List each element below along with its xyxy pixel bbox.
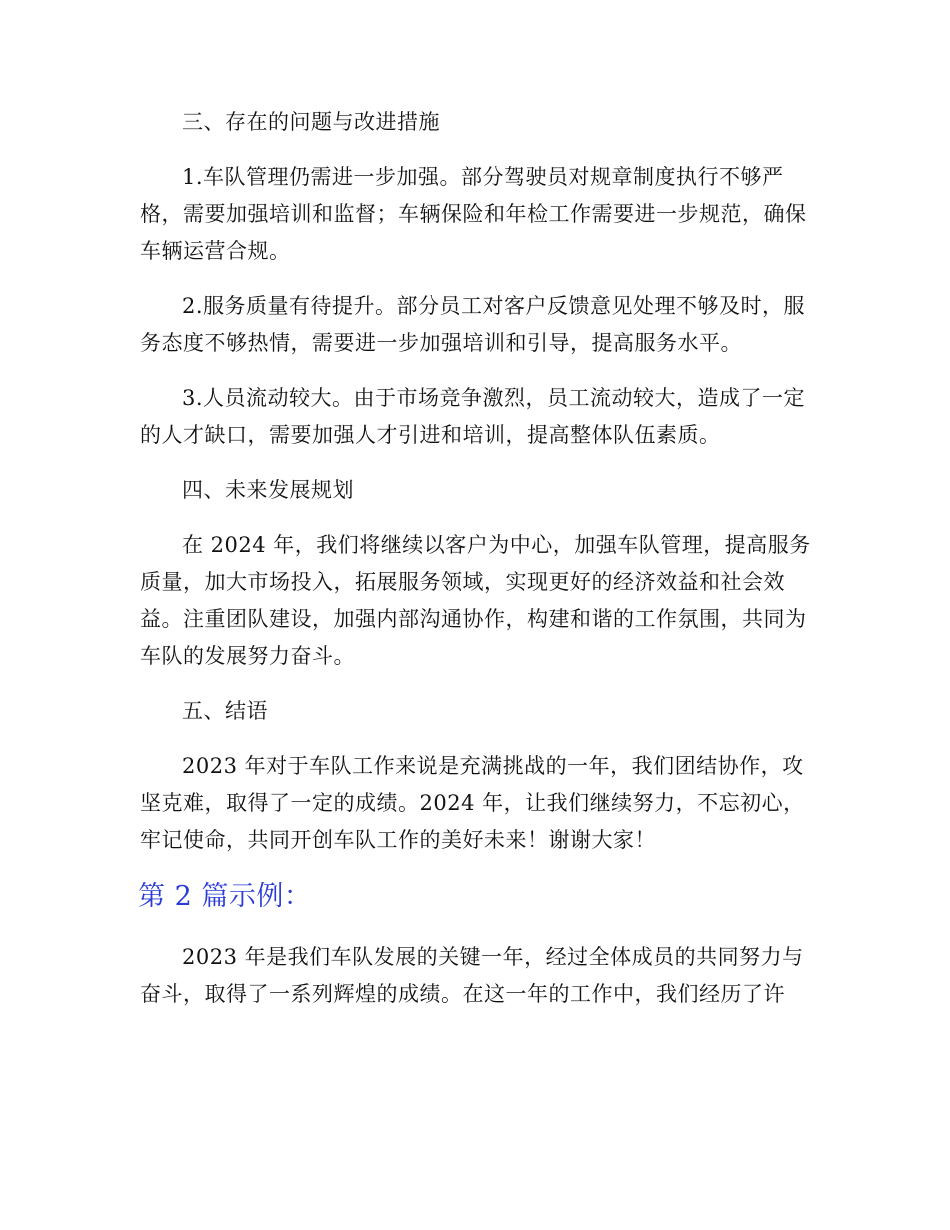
heading-future-plan: 四、未来发展规划 [182,478,354,502]
paragraph-service-quality: 2.服务质量有待提升。部分员工对客户反馈意见处理不够及时，服务态度不够热情，需要进一步加强培训和引导，提高服务水平。 [140,294,806,355]
heading-conclusion: 五、结语 [182,699,268,723]
paragraph-staff-turnover: 3.人员流动较大。由于市场竞争激烈，员工流动较大，造成了一定的人才缺口，需要加强人才引进和培训，提高整体队伍素质。 [140,386,806,447]
paragraph-conclusion: 2023 年对于车队工作来说是充满挑战的一年，我们团结协作，攻坚克难，取得了一定的成绩。2024 年，让我们继续努力，不忘初心，牢记使命，共同开创车队工作的美好未来！谢谢大家！ [140,754,805,852]
heading-problems: 三、存在的问题与改进措施 [182,110,440,134]
section-title-example-2: 第 2 篇示例： [138,881,312,912]
paragraph-example-2-intro: 2023 年是我们车队发展的关键一年，经过全体成员的共同努力与奋斗，取得了一系列辉煌的成绩。在这一年的工作中，我们经历了许 [140,945,804,1006]
paragraph-future-plan: 在 2024 年，我们将继续以客户为中心，加强车队管理，提高服务质量，加大市场投入，拓展服务领域，实现更好的经济效益和社会效益。注重团队建设，加强内部沟通协作，构建和谐的工作氛围，共同为车队的发展努力奋斗。 [140,533,811,668]
paragraph-fleet-management: 1.车队管理仍需进一步加强。部分驾驶员对规章制度执行不够严格，需要加强培训和监督；车辆保险和年检工作需要进一步规范，确保车辆运营合规。 [140,165,807,263]
